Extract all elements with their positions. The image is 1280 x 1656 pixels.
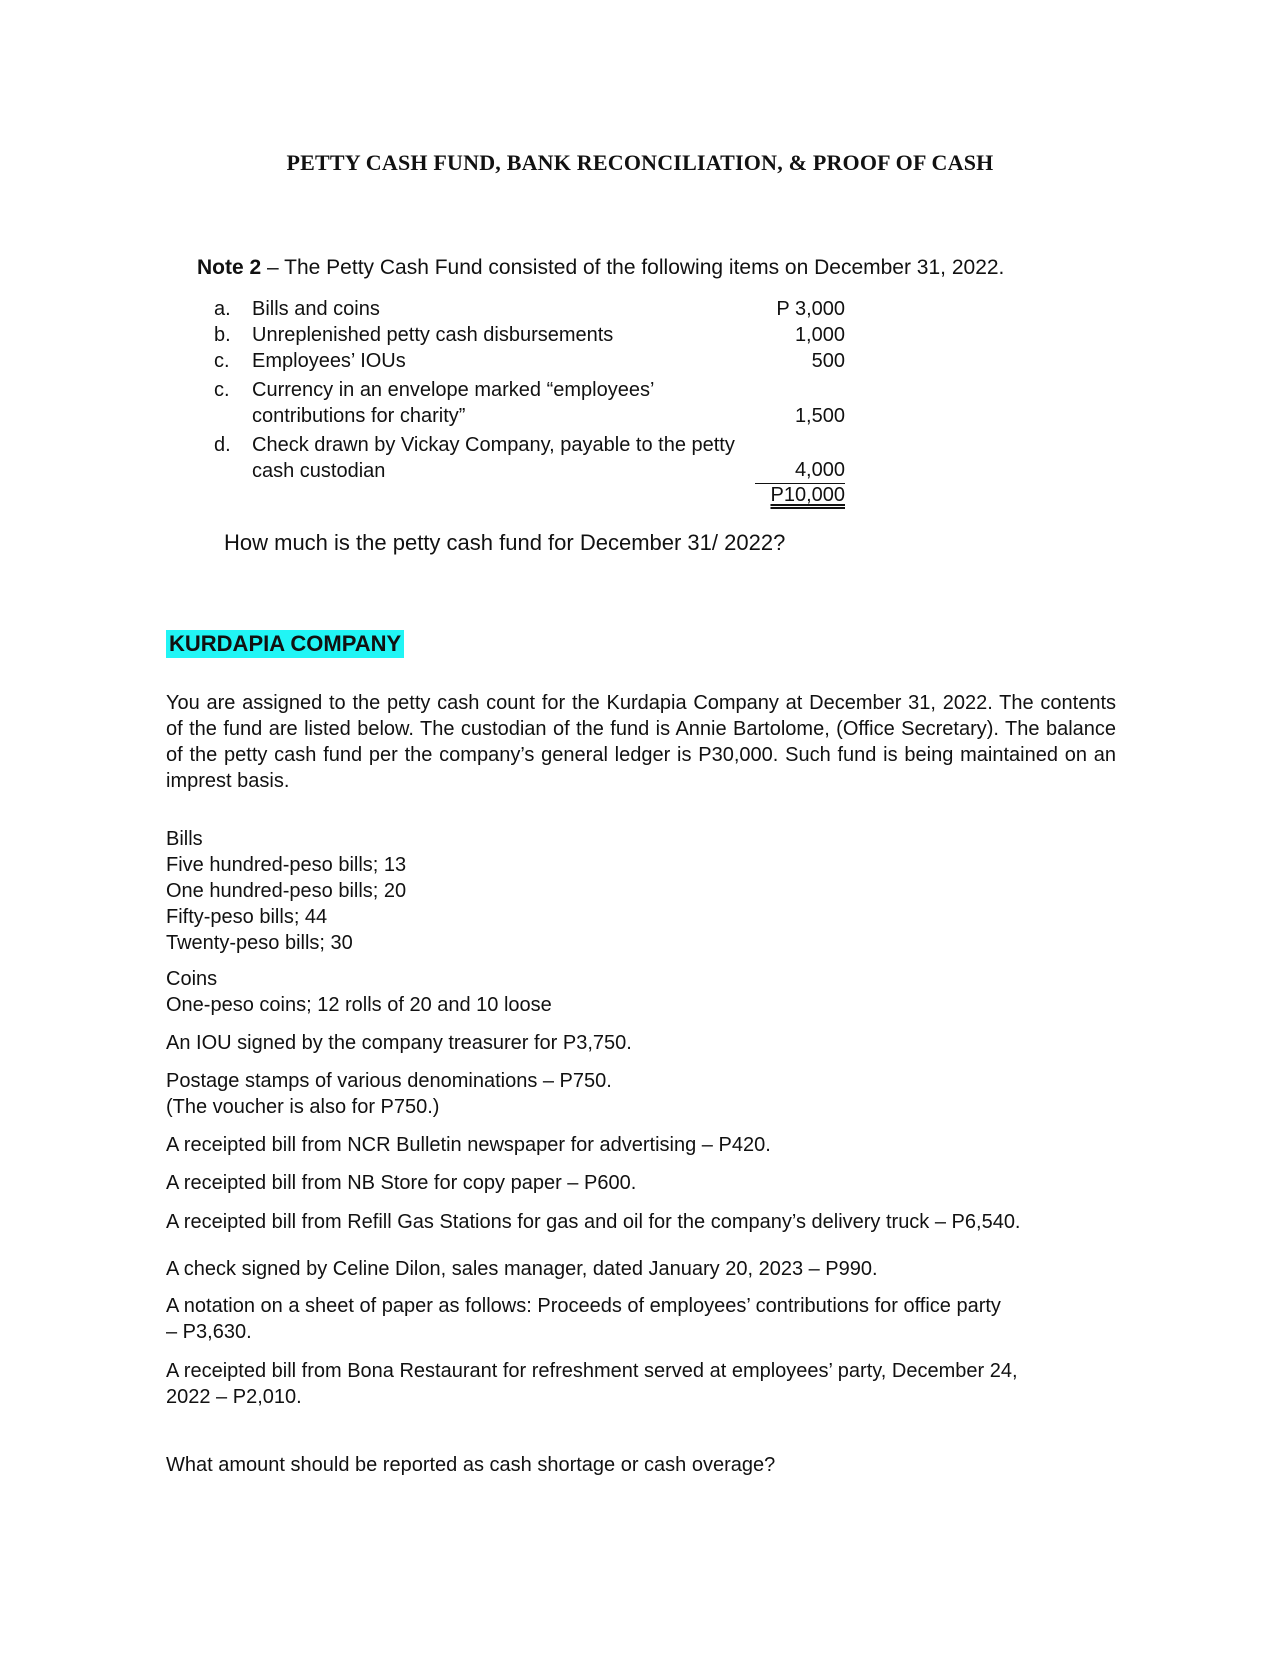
note-total: P10,000: [770, 484, 845, 506]
note-label: Note 2: [197, 256, 262, 279]
notation-section: [166, 1293, 1146, 1345]
note-item-letter: b.: [214, 324, 231, 346]
note-item-desc: Employees’ IOUs: [252, 350, 406, 372]
note-2: [197, 256, 1147, 512]
note-item-letter: c.: [214, 379, 230, 401]
note-total-row: [197, 484, 845, 512]
note-item-amount: 1,500: [794, 405, 845, 427]
bills-heading: Bills: [166, 828, 203, 850]
postage-line-1: Postage stamps of various denominations – P750.: [166, 1070, 612, 1092]
note-item: [197, 432, 845, 484]
note-item-desc: Currency in an envelope marked “employees’ contributions for charity”: [252, 379, 654, 427]
note-item-list: [197, 296, 845, 512]
bills-section: [166, 826, 1146, 956]
nb-line: [166, 1170, 1146, 1196]
postage-line-2: (The voucher is also for P750.): [166, 1096, 440, 1118]
bill-line: Fifty-peso bills; 44: [166, 906, 328, 928]
refill-line: [166, 1209, 1146, 1235]
note-item-amount: P 3,000: [776, 298, 845, 320]
check-line: [166, 1256, 1146, 1282]
note-item: [197, 348, 845, 374]
notation-line-1: A notation on a sheet of paper as follows: Proceeds of employees’ contributions for office party: [166, 1295, 1001, 1317]
postage-section: [166, 1068, 1146, 1120]
bona-section: [166, 1358, 1146, 1410]
note-item-letter: a.: [214, 298, 231, 320]
note-item-amount: 1,000: [794, 324, 845, 346]
ncr-line: [166, 1132, 1146, 1158]
note-question: How much is the petty cash fund for December 31/ 2022?: [224, 530, 786, 555]
kurdapia-intro: You are assigned to the petty cash count for the Kurdapia Company at December 31, 2022. The contents of the fund are listed below. The custodian of the fund is Annie Bartolome, (Office Secretary). The balance of the petty cash fund per the company’s general ledger is P30,000. Such fund is being maintained on an imprest basis.: [166, 692, 1116, 792]
iou-line: [166, 1030, 1146, 1056]
note-item-desc: Bills and coins: [252, 298, 380, 320]
notation-line-2: – P3,630.: [166, 1321, 252, 1343]
note-item-letter: c.: [214, 350, 230, 372]
company-title: KURDAPIA COMPANY: [166, 630, 404, 658]
refill-text: A receipted bill from Refill Gas Stations for gas and oil for the company’s delivery truck – P6,540.: [166, 1211, 1021, 1233]
note-item-desc: Unreplenished petty cash disbursements: [252, 324, 614, 346]
final-question: What amount should be reported as cash shortage or cash overage?: [166, 1454, 776, 1476]
bill-line: One hundred-peso bills; 20: [166, 880, 407, 902]
note-heading: [197, 256, 1147, 280]
coin-line: One-peso coins; 12 rolls of 20 and 10 loose: [166, 994, 552, 1016]
note-item-desc: Check drawn by Vickay Company, payable to the petty cash custodian: [252, 434, 735, 482]
ncr-text: A receipted bill from NCR Bulletin newspaper for advertising – P420.: [166, 1134, 771, 1156]
note-item-amount: 500: [811, 350, 845, 372]
bill-line: Five hundred-peso bills; 13: [166, 854, 407, 876]
note-item: [197, 296, 845, 322]
note-item-amount: 4,000: [755, 457, 845, 484]
note-item: [197, 322, 845, 348]
check-text: A check signed by Celine Dilon, sales manager, dated January 20, 2023 – P990.: [166, 1258, 878, 1280]
bona-line-2: 2022 – P2,010.: [166, 1386, 302, 1408]
note-heading-text: – The Petty Cash Fund consisted of the following items on December 31, 2022.: [261, 256, 1005, 279]
note-item-letter: d.: [214, 434, 231, 456]
bill-line: Twenty-peso bills; 30: [166, 932, 353, 954]
nb-text: A receipted bill from NB Store for copy paper – P600.: [166, 1172, 637, 1194]
iou-text: An IOU signed by the company treasurer for P3,750.: [166, 1032, 632, 1054]
coins-section: [166, 966, 1146, 1018]
note-item: [197, 377, 845, 429]
coins-heading: Coins: [166, 968, 218, 990]
page-title: PETTY CASH FUND, BANK RECONCILIATION, & PROOF OF CASH: [286, 150, 994, 175]
bona-line-1: A receipted bill from Bona Restaurant for refreshment served at employees’ party, December 24,: [166, 1360, 1018, 1382]
